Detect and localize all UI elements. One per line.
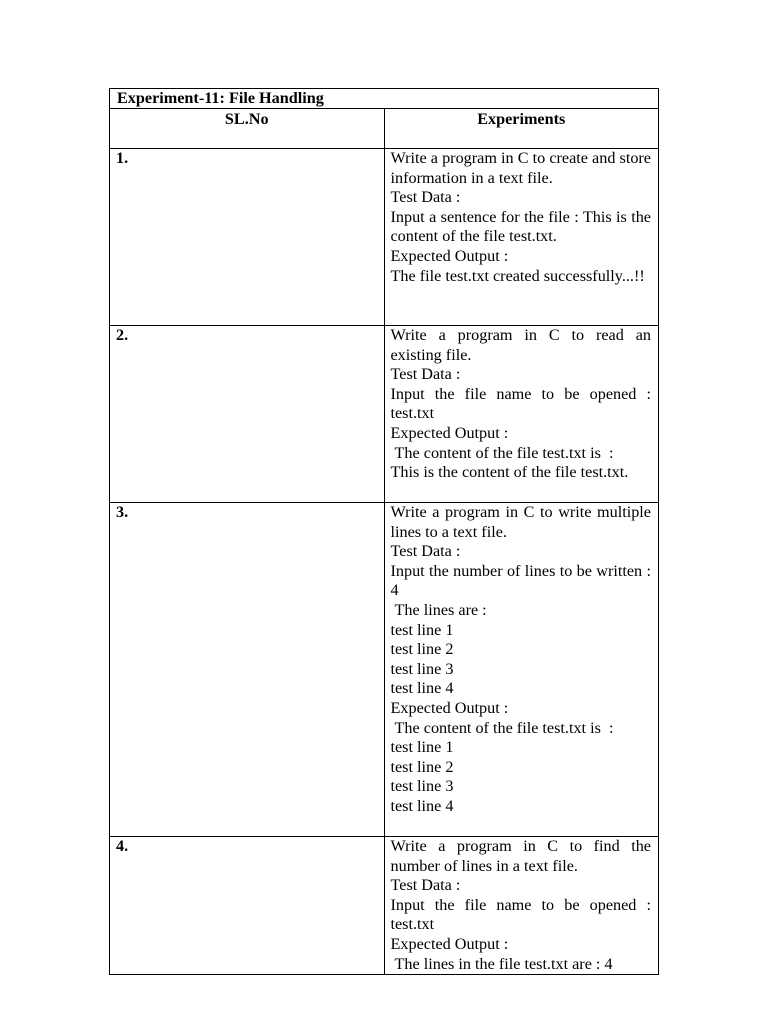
experiment-line: Expected Output : — [390, 934, 509, 953]
experiment-line: The lines are : — [390, 600, 487, 619]
experiments-header: Experiments — [384, 109, 659, 149]
experiment-line: Expected Output : — [390, 246, 509, 265]
experiment-line: Write a program in C to write multiple lines to a text file. — [390, 503, 656, 541]
experiment-line: test line 1 — [390, 620, 454, 639]
experiment-line: Expected Output : — [390, 698, 509, 717]
experiment-line: Input a sentence for the file : This is the content of the file test.txt. — [390, 207, 656, 246]
experiment-line: The content of the file test.txt is : — [390, 718, 614, 737]
experiment-description — [384, 503, 659, 837]
experiment-line: Write a program in C to create and store information in a text file. — [390, 149, 656, 187]
row-number: 2. — [110, 326, 385, 503]
experiment-line: test line 4 — [390, 679, 454, 698]
experiments-table — [109, 88, 659, 975]
experiment-line: Test Data : — [390, 542, 461, 561]
row-number: 1. — [110, 149, 385, 326]
experiment-line: Input the file name to be opened : test.txt — [390, 384, 656, 423]
header-row — [110, 109, 659, 149]
experiment-line: test line 2 — [390, 640, 454, 659]
experiment-description — [384, 149, 659, 326]
experiment-line: The lines in the file test.txt are : 4 — [390, 954, 613, 973]
experiment-line: Input the file name to be opened : test.txt — [390, 895, 656, 934]
experiment-description — [384, 837, 659, 975]
experiment-line: Input the number of lines to be written : 4 — [390, 561, 656, 600]
row-number: 4. — [110, 837, 385, 975]
experiment-line: Test Data : — [390, 876, 461, 895]
document-title: Experiment-11: File Handling — [110, 89, 659, 109]
experiment-line: Expected Output : — [390, 423, 509, 442]
row-number: 3. — [110, 503, 385, 837]
experiment-line: Write a program in C to find the number of lines in a text file. — [390, 837, 656, 875]
experiment-line: Test Data : — [390, 365, 461, 384]
experiment-line: This is the content of the file test.txt. — [390, 463, 629, 482]
experiment-line: The file test.txt created successfully...!! — [390, 266, 645, 285]
sl-no-header: SL.No — [110, 109, 385, 149]
experiment-line: test line 3 — [390, 777, 454, 796]
experiment-line: test line 3 — [390, 659, 454, 678]
experiment-line: Test Data : — [390, 188, 461, 207]
experiment-line: test line 1 — [390, 738, 454, 757]
experiment-line: The content of the file test.txt is : — [390, 443, 614, 462]
experiment-line: test line 4 — [390, 796, 454, 815]
title-row — [110, 89, 659, 109]
table-row — [110, 149, 659, 326]
experiment-line: Write a program in C to read an existing file. — [390, 326, 656, 364]
table-row — [110, 326, 659, 503]
table-row — [110, 837, 659, 975]
table-row — [110, 503, 659, 837]
experiment-line: test line 2 — [390, 757, 454, 776]
experiment-description — [384, 326, 659, 503]
